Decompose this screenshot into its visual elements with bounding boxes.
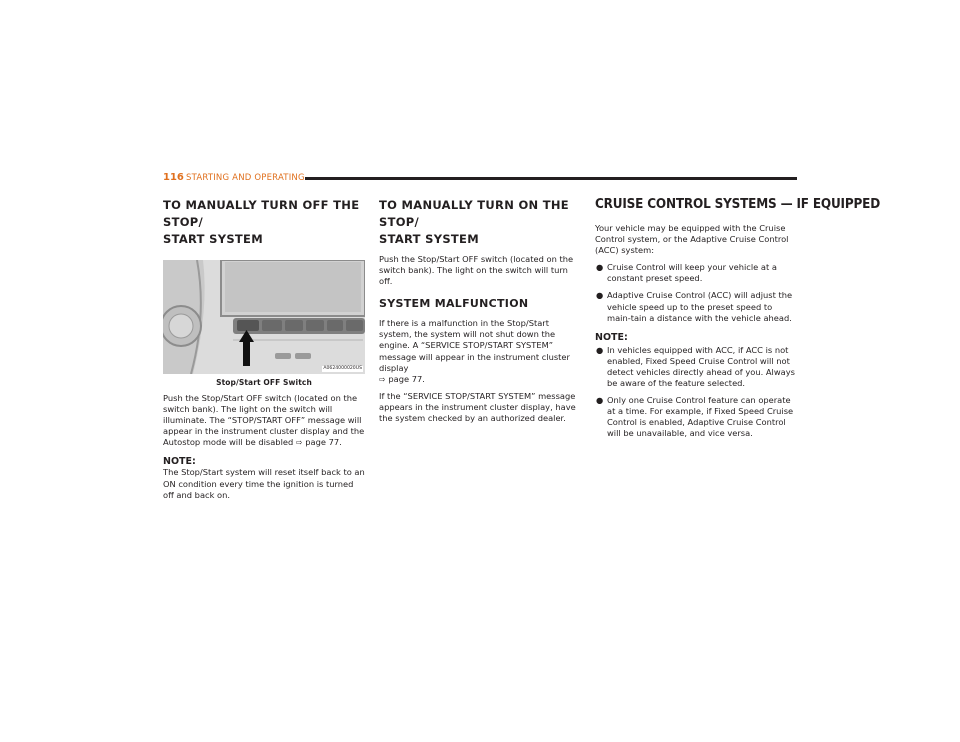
header-rule: [305, 177, 797, 180]
column-stop-start-on: [379, 190, 581, 424]
page-ref-arrow-icon: ⇨: [379, 374, 386, 384]
page-number: 116: [163, 172, 184, 183]
section-title: STARTING AND OPERATING: [186, 173, 305, 183]
page-ref-arrow-icon: ⇨: [295, 438, 303, 448]
bullet-icon: ●: [596, 395, 604, 406]
switch-bank-illustration: [163, 260, 365, 374]
list-item: ● Adaptive Cruise Control (ACC) will adjust the vehicle speed up to the preset speed to main-tain a distance with the vehicle ahead.: [596, 290, 793, 323]
turn-on-body: Push the Stop/Start OFF switch (located on the switch bank). The light on the switch will turn off.: [379, 254, 574, 287]
turn-off-body: Push the Stop/Start OFF switch (located on the switch bank). The light on the switch will illuminate. The “STOP/START OFF” message will appear in the instrument cluster display and the Autostop mode will be disabled ⇨ page 77.: [163, 393, 365, 448]
cruise-bullet-list: [595, 262, 797, 323]
list-item: ● Cruise Control will keep your vehicle at a constant preset speed.: [596, 262, 777, 284]
heading-turn-on-line2: START SYSTEM: [379, 232, 479, 246]
list-item: ● Only one Cruise Control feature can operate at a time. For example, if Fixed Speed Cruise Control is enabled, Adaptive Cruise Control will be unavailable, and vice versa.: [596, 395, 794, 439]
heading-turn-on-line1: TO MANUALLY TURN ON THE STOP/: [379, 198, 569, 229]
note-text: The Stop/Start system will reset itself back to an ON condition every time the ignition is turned off and back on.: [163, 467, 365, 500]
column-cruise-control: [595, 190, 881, 440]
page-ref-link[interactable]: page 77.: [305, 437, 342, 448]
note-label: NOTE:: [595, 331, 628, 343]
heading-system-malfunction: SYSTEM MALFUNCTION: [379, 297, 529, 311]
figure-caption: Stop/Start OFF Switch: [216, 378, 312, 387]
cruise-intro: Your vehicle may be equipped with the Cruise Control system, or the Adaptive Cruise Control (ACC) system:: [595, 223, 789, 256]
malfunction-body: If there is a malfunction in the Stop/Start system, the system will not shut down the engine. A “SERVICE STOP/START SYSTEM” message will appear in the instrument cluster display ⇨ page 77.: [379, 318, 570, 384]
heading-turn-on: [379, 197, 581, 248]
heading-turn-off-line2: START SYSTEM: [163, 232, 263, 246]
list-item: ● In vehicles equipped with ACC, if ACC is not enabled, Fixed Speed Cruise Control will not detect vehicles directly ahead of you. Always be aware of the feature selected.: [596, 344, 795, 389]
stop-start-switch-figure: [163, 260, 365, 374]
malfunction-dealer-text: If the “SERVICE STOP/START SYSTEM” message appears in the instrument cluster display, have the system checked by an authorized dealer.: [379, 390, 576, 424]
note-bullet-list: [595, 345, 797, 440]
heading-turn-off-line1: TO MANUALLY TURN OFF THE STOP/: [163, 198, 360, 229]
column-stop-start-off: [163, 190, 365, 501]
heading-cruise-control: CRUISE CONTROL SYSTEMS — IF EQUIPPED: [595, 197, 881, 212]
figure-code: A0624000020US: [323, 366, 362, 371]
bullet-icon: ●: [596, 344, 604, 355]
note-label: NOTE:: [163, 456, 196, 468]
page-ref-link[interactable]: page 77.: [388, 373, 425, 384]
bullet-icon: ●: [596, 262, 604, 273]
bullet-icon: ●: [596, 290, 604, 301]
heading-turn-off: [163, 197, 365, 248]
